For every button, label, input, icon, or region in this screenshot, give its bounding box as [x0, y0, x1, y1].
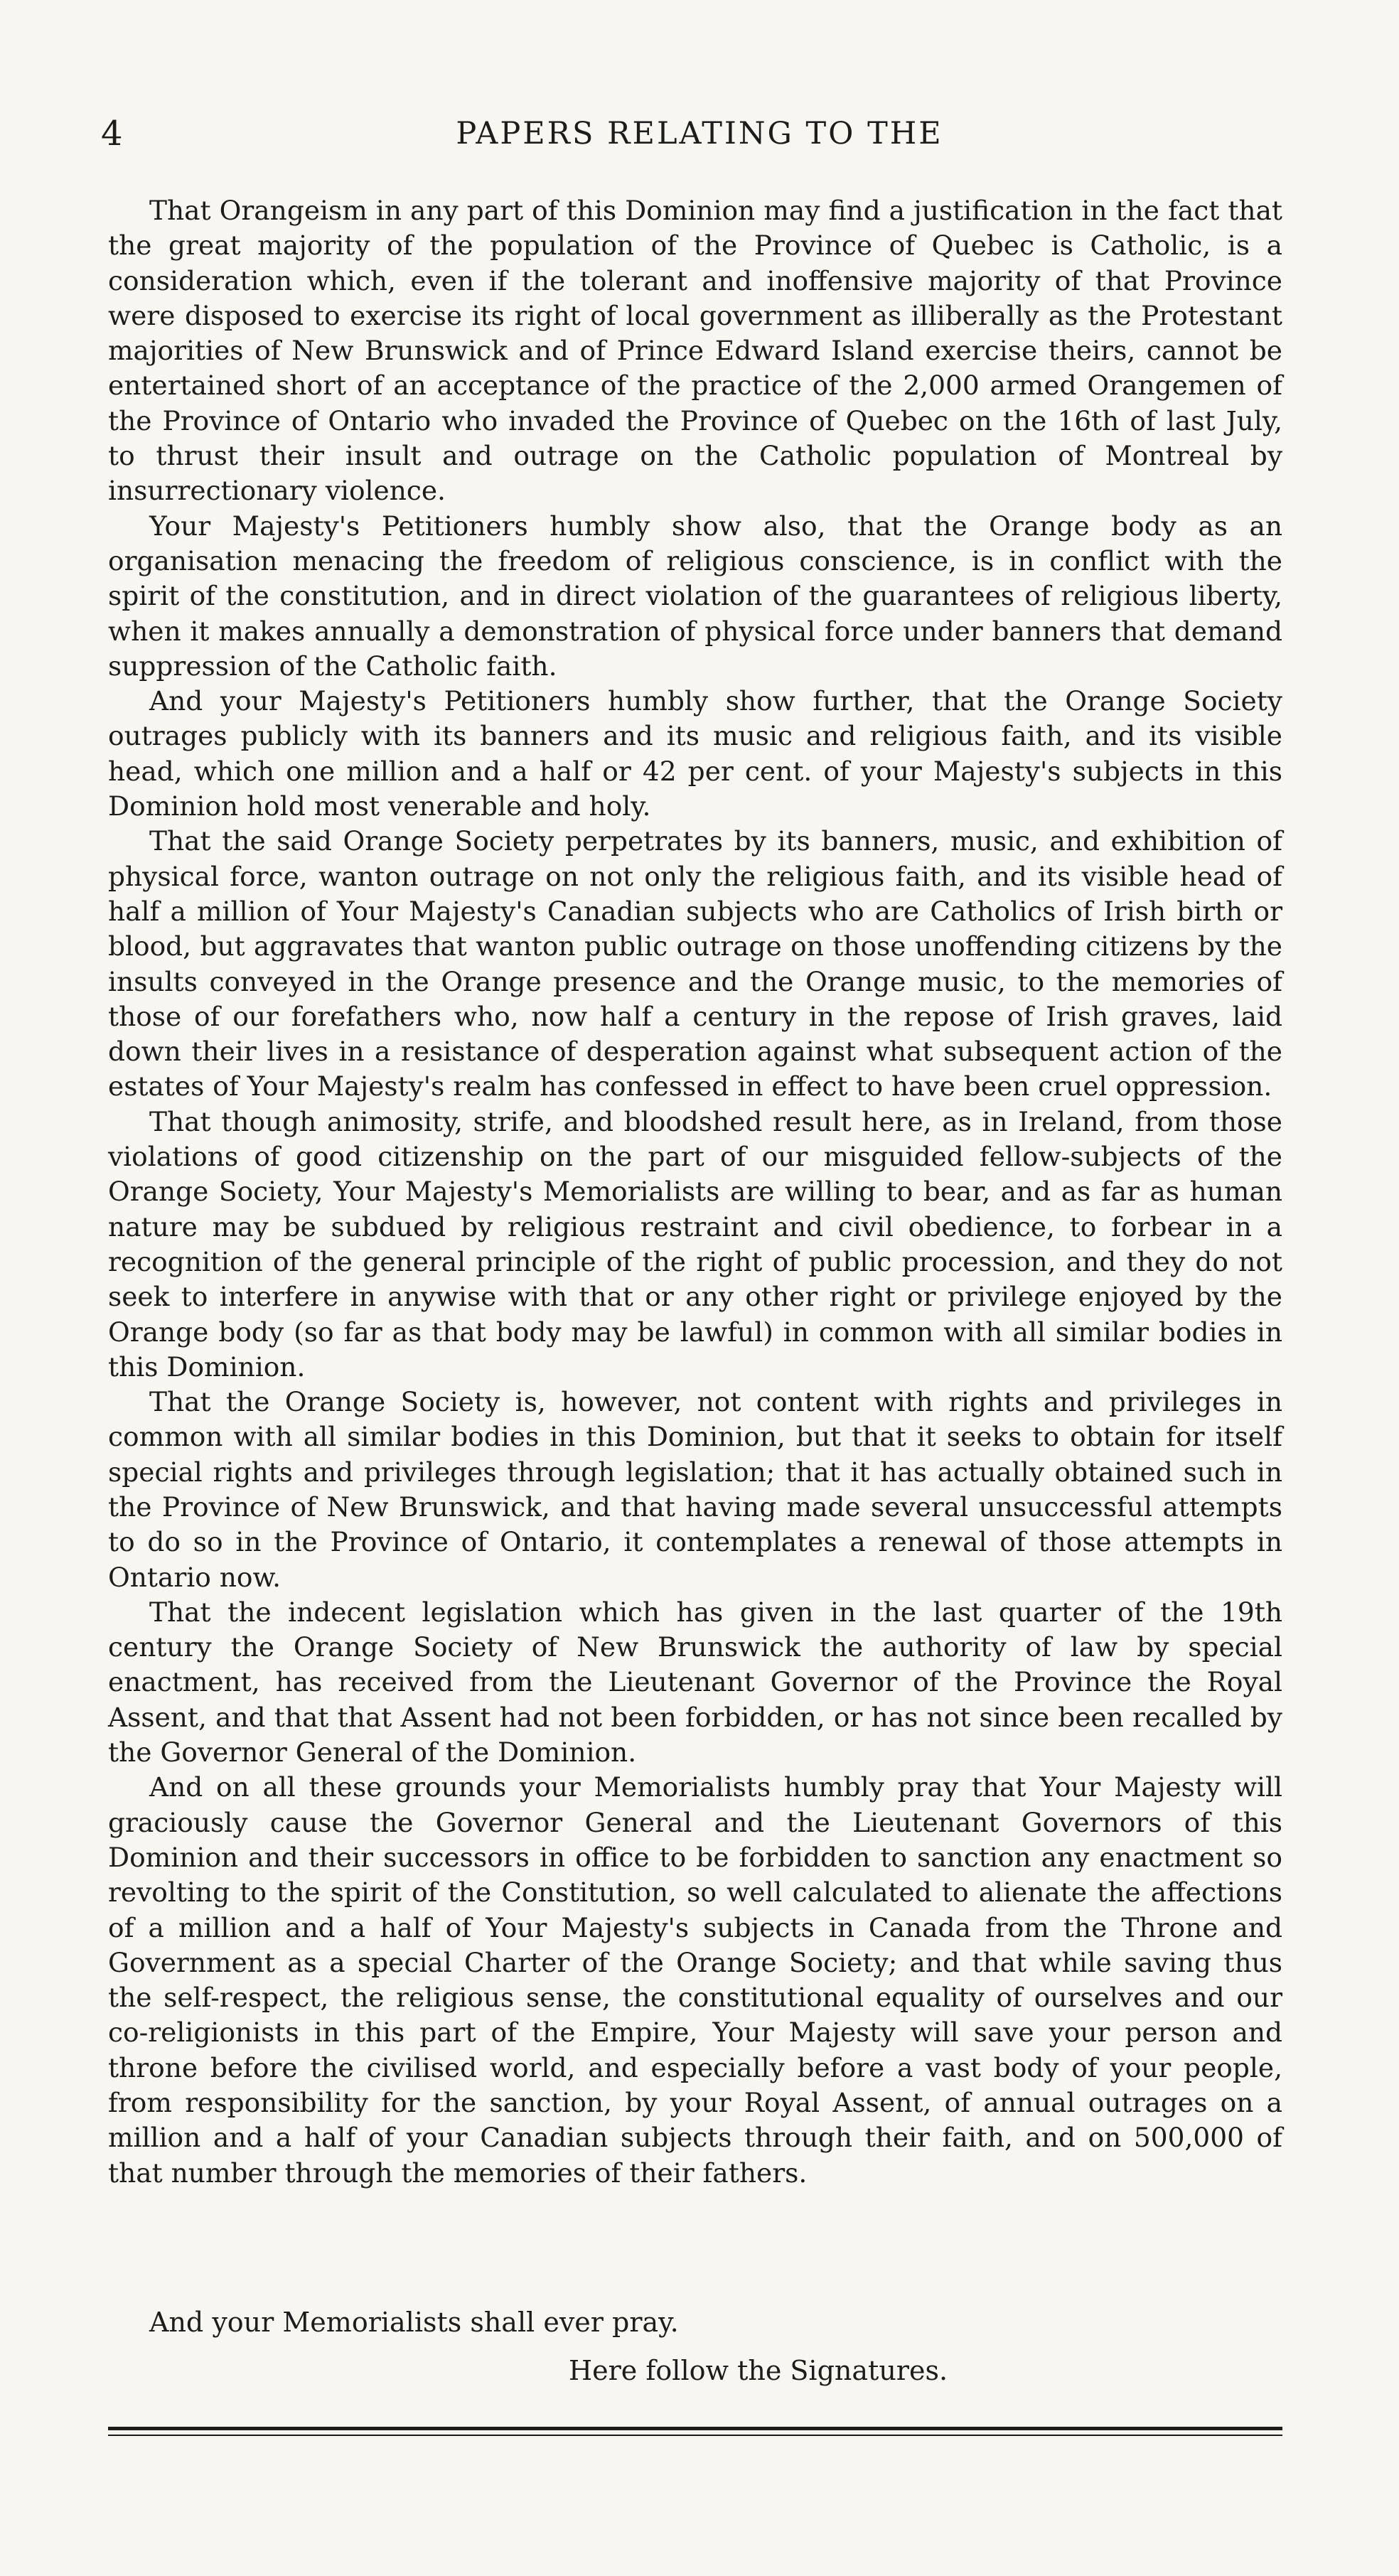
paragraph-animosity: That though animosity, strife, and bloodshed result here, as in Ireland, from those violations of good citizenship on the part of our misguided fellow-subjects of the Orange Society, Your Majesty's Memorialists are willing to bear, and as far as human nature may be subdued by religious restraint and civil obedience, to forbear in a recognition of the general principle of the right of public procession, and they do not seek to interfere in anywise with that or any other right or privilege enjoyed by the Orange body (so far as that body may be lawful) in common with all similar bodies in this Dominion.: [108, 1105, 1282, 1383]
paragraph-prayer: And on all these grounds your Memorialists humbly pray that Your Majesty will graciously cause the Governor General and the Lieutenant Governors of this Dominion and their successors in office to be forbidden to sanction any enactment so revolting to the spirit of the Constitution, so well calculated to alienate the affections of a million and a half of Your Majesty's subjects in Canada from the Throne and Government as a special Charter of the Orange Society; and that while saving thus the self-respect, the religious sense, the constitutional equality of ourselves and our co-religionists in this part of the Empire, Your Majesty will save your person and throne before the civilised world, and especially before a vast body of your people, from responsibility for the sanction, by your Royal Assent, of annual outrages on a million and a half of your Canadian subjects through their faith, and on 500,000 of that number through the memories of their fathers.: [108, 1771, 1282, 2189]
paragraph-orangeism: That Orangeism in any part of this Dominion may find a justification in the fact that the great majority of the population of the Province of Quebec is Catholic, is a consideration which, even if the tolerant and inoffensive majority of that Province were disposed to exercise its right of local government as illiberally as the Protestant majorities of New Brunswick and of Prince Edward Island exercise theirs, cannot be entertained short of an acceptance of the practice of the 2,000 armed Orangemen of the Province of Ontario who invaded the Province of Quebec on the 16th of last July, to thrust their insult and outrage on the Catholic population of Montreal by insurrectionary violence.: [108, 195, 1282, 507]
footer-rule-thin: [108, 2435, 1282, 2436]
paragraph-organisation: Your Majesty's Petitioners humbly show also, that the Orange body as an organisation menacing the freedom of religious conscience, is in conflict with the spirit of the constitution, and in direct violation of the guarantees of religious liberty, when it makes annually a demonstration of physical force under banners that demand suppression of the Catholic faith.: [108, 510, 1282, 682]
paragraph-special-rights: That the Orange Society is, however, not content with rights and privileges in common with all similar bodies in this Dominion, but that it seeks to obtain for itself special rights and privileges through legislation; that it has actually obtained such in the Province of New Brunswick, and that having made several unsuccessful attempts to do so in the Province of Ontario, it contemplates a renewal of those attempts in Ontario now.: [108, 1386, 1282, 1593]
footer-rule-thick: [108, 2427, 1282, 2430]
signatures-note: Here follow the Signatures.: [569, 2355, 948, 2386]
closing-prayer: And your Memorialists shall ever pray.: [149, 2307, 679, 2338]
paragraph-physical-force: That the said Orange Society perpetrates by its banners, music, and exhibition of physical force, wanton outrage on not only the religious faith, and its visible head of half a million of Your Majesty's Canadian subjects who are Catholics of Irish birth or blood, but aggravates that wanton public outrage on those unoffending citizens by the insults conveyed in the Orange presence and the Orange music, to the memories of those of our forefathers who, now half a century in the repose of Irish graves, laid down their lives in a resistance of desperation against what subsequent action of the estates of Your Majesty's realm has confessed in effect to have been cruel oppression.: [108, 825, 1282, 1102]
paragraph-legislation: That the indecent legislation which has given in the last quarter of the 19th century the Orange Society of New Brunswick the authority of law by special enactment, has received from the Lieutenant Governor of the Province the Royal Assent, and that that Assent had not been forbidden, or has not since been recalled by the Governor General of the Dominion.: [108, 1596, 1282, 1769]
paragraph-outrages: And your Majesty's Petitioners humbly show further, that the Orange Society outrages publicly with its banners and its music and religious faith, and its visible head, which one million and a half or 42 per cent. of your Majesty's subjects in this Dominion hold most venerable and holy.: [108, 685, 1282, 822]
page-number: 4: [101, 114, 123, 154]
running-title: PAPERS RELATING TO THE: [456, 116, 943, 151]
body-text: [108, 193, 1282, 2191]
